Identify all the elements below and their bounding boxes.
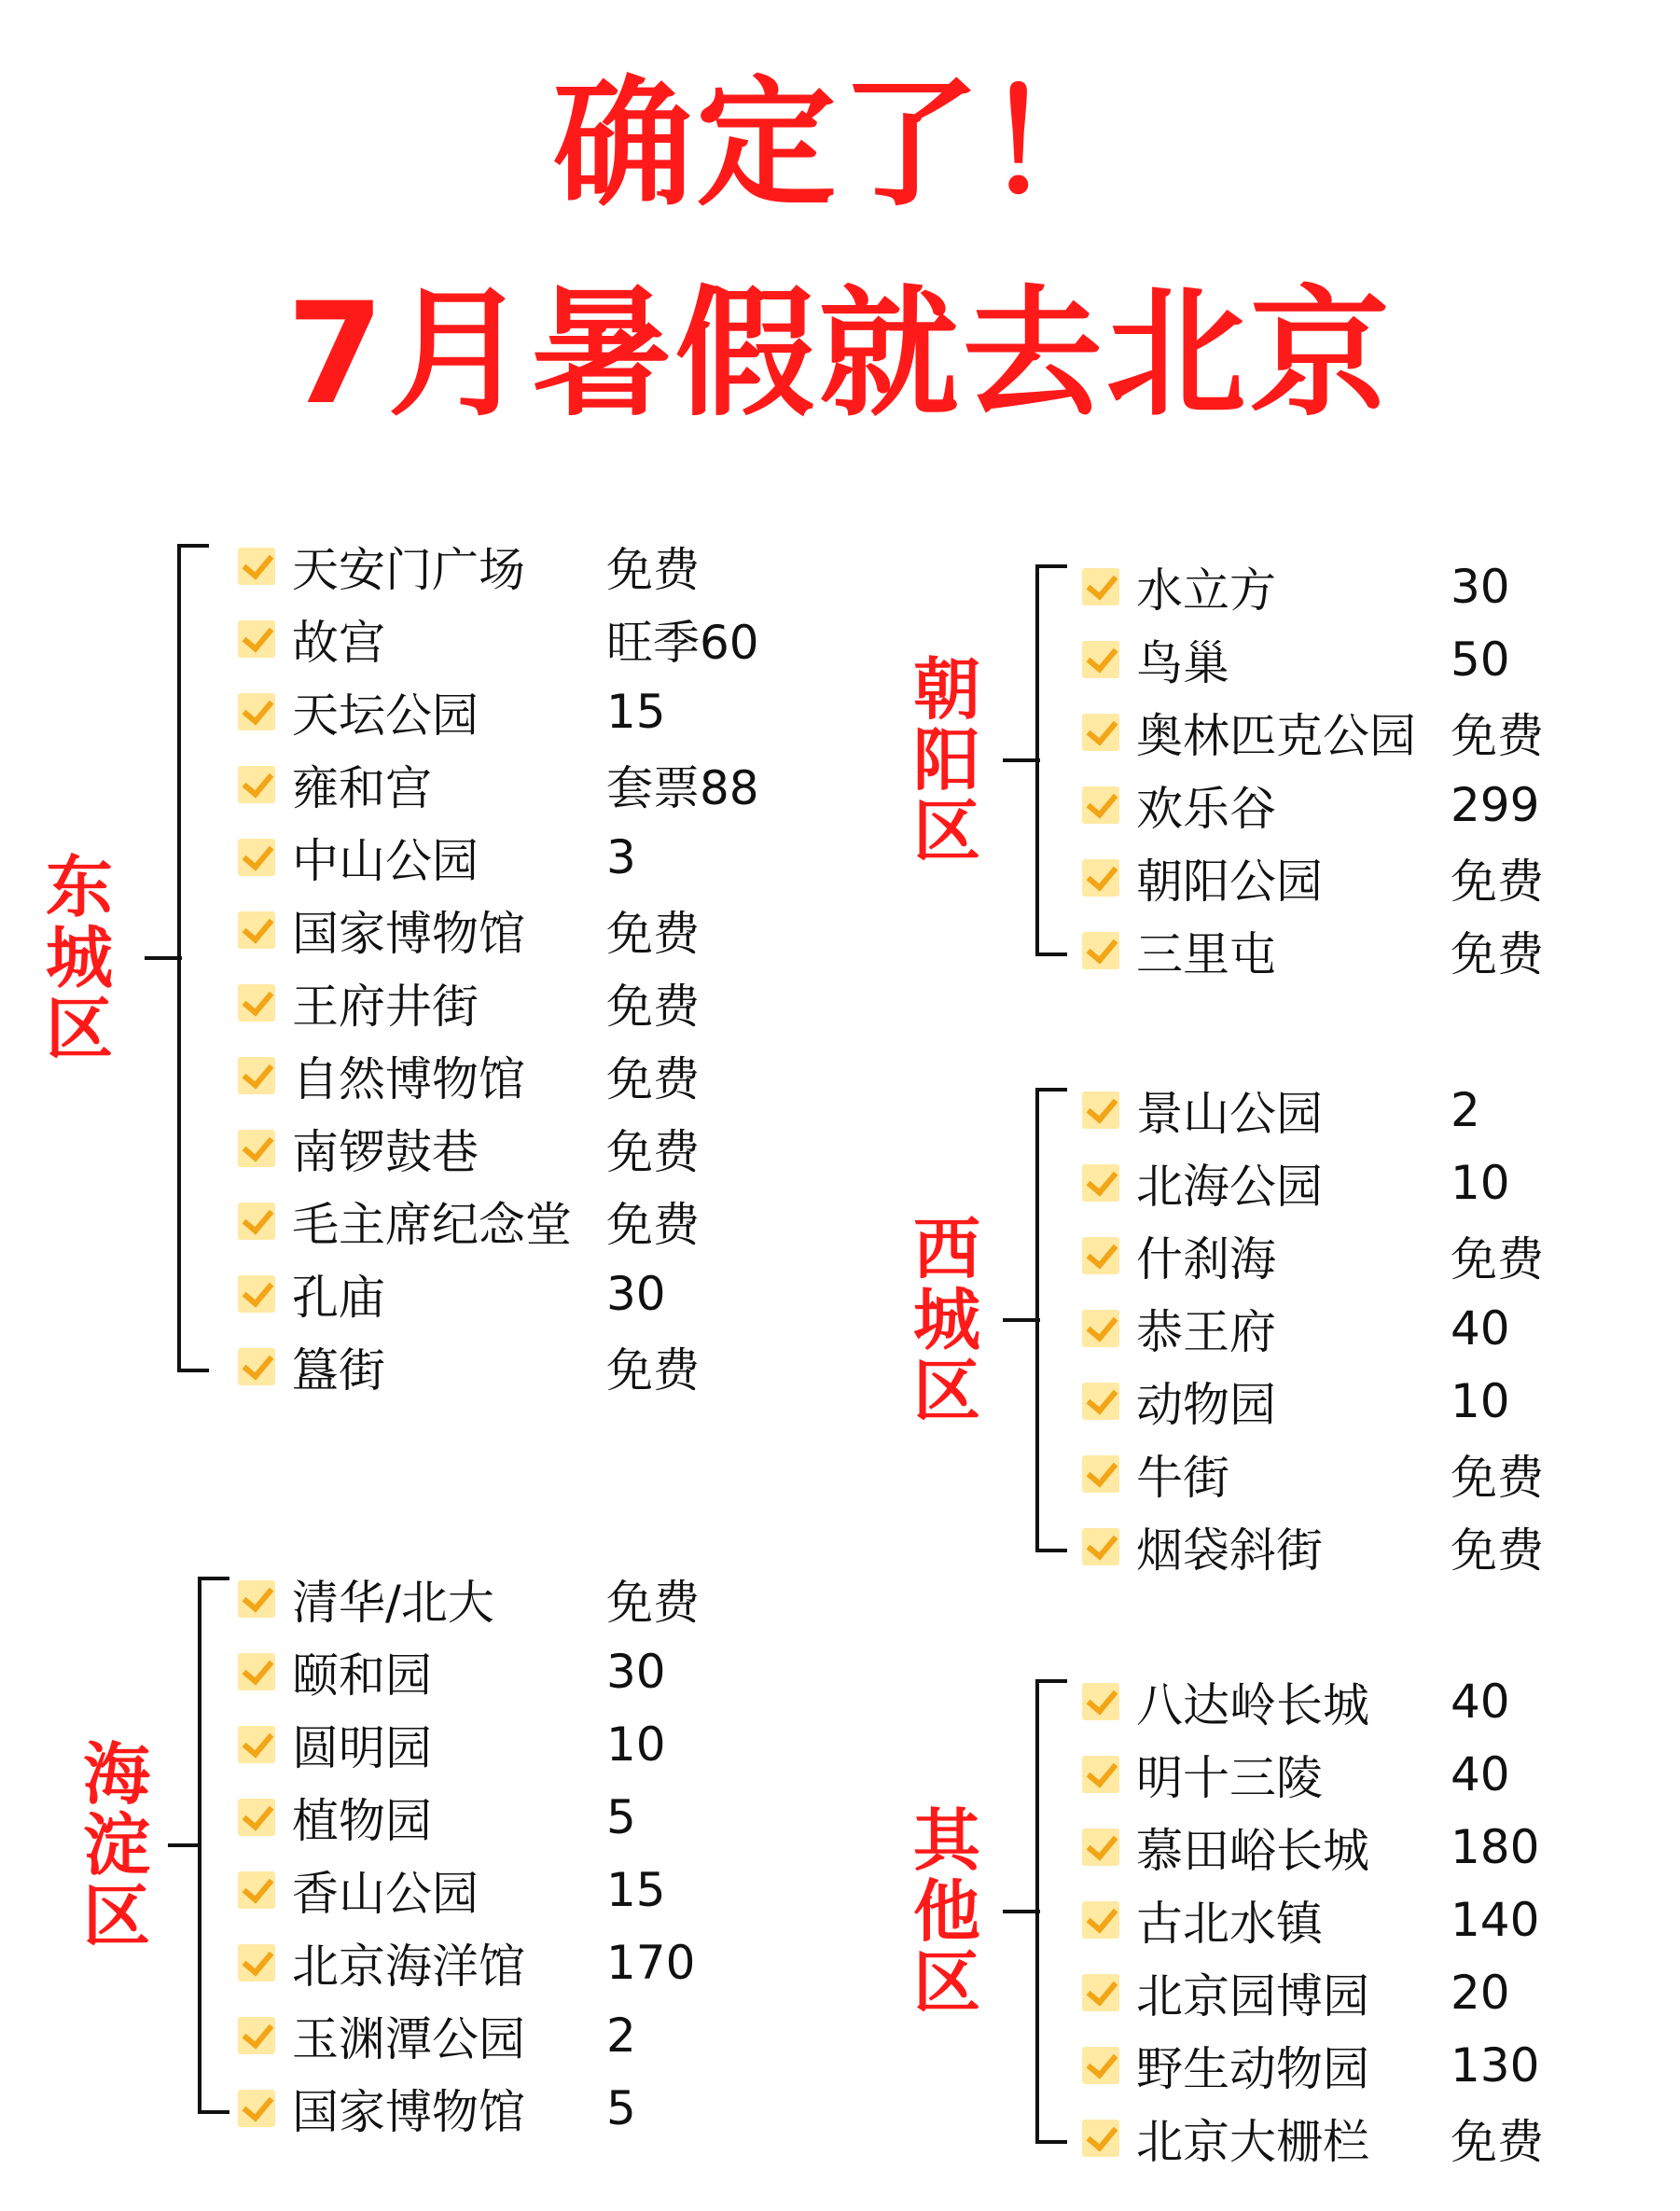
attraction-price: 3 — [606, 830, 636, 884]
attraction-name: 恭王府 — [1136, 1305, 1276, 1359]
list-item — [238, 894, 700, 966]
checkbox-checked-icon — [1082, 1237, 1119, 1274]
list-item — [238, 1999, 636, 2072]
attraction-price: 170 — [606, 1936, 696, 1990]
attraction-name: 颐和园 — [292, 1648, 432, 1703]
checkbox-checked-icon — [1082, 1092, 1119, 1129]
checkbox-checked-icon — [1082, 1683, 1119, 1720]
bracket — [177, 544, 209, 1372]
list-item — [238, 2072, 636, 2145]
checkbox-checked-icon — [1082, 786, 1119, 824]
list-item — [1082, 2029, 1540, 2102]
checkbox-checked-icon — [238, 1130, 275, 1167]
attraction-name: 天安门广场 — [292, 543, 525, 597]
list-item — [1082, 1438, 1544, 1510]
district-char: 城 — [912, 1281, 980, 1359]
attraction-name: 北京大栅栏 — [1136, 2115, 1369, 2169]
district-char: 西 — [912, 1210, 980, 1288]
attraction-name: 玉渊潭公园 — [292, 2012, 525, 2066]
list-item — [1082, 1884, 1540, 1956]
checkbox-checked-icon — [1082, 1455, 1119, 1493]
checkbox-checked-icon — [238, 2017, 275, 2054]
attraction-price: 180 — [1451, 1820, 1540, 1874]
attraction-name: 北京海洋馆 — [292, 1940, 525, 1994]
attraction-name: 圆明园 — [292, 1721, 432, 1775]
checkbox-checked-icon — [1082, 1901, 1119, 1939]
list-item — [238, 1635, 666, 1708]
attraction-name: 植物园 — [292, 1794, 432, 1848]
attraction-name: 故宫 — [292, 616, 385, 670]
list-item — [238, 821, 636, 894]
attraction-name: 景山公园 — [1136, 1087, 1323, 1141]
attraction-name: 明十三陵 — [1136, 1751, 1323, 1805]
list-item — [1082, 1074, 1480, 1147]
checkbox-checked-icon — [1082, 1310, 1119, 1347]
attraction-price: 30 — [1451, 560, 1510, 614]
attraction-price: 40 — [1451, 1675, 1510, 1729]
bracket-stem — [1003, 758, 1040, 762]
checkbox-checked-icon — [238, 984, 275, 1022]
attraction-name: 慕田峪长城 — [1136, 1824, 1369, 1878]
attraction-name: 国家博物馆 — [292, 2085, 525, 2139]
attraction-name: 朝阳公园 — [1136, 855, 1323, 909]
list-item — [1082, 1365, 1510, 1438]
attraction-price: 15 — [606, 685, 666, 739]
attraction-name: 欢乐谷 — [1136, 782, 1276, 836]
attraction-price: 30 — [606, 1267, 666, 1321]
list-item — [1082, 1292, 1510, 1365]
attraction-price: 套票88 — [606, 761, 759, 815]
district-char: 朝 — [912, 650, 980, 729]
attraction-price: 5 — [606, 1790, 636, 1844]
attraction-price: 旺季60 — [606, 616, 759, 670]
attraction-price: 免费 — [606, 1343, 700, 1398]
attraction-price: 40 — [1451, 1301, 1510, 1356]
attraction-price: 免费 — [606, 1125, 700, 1179]
attraction-name: 烟袋斜街 — [1136, 1523, 1323, 1578]
bracket-stem — [145, 956, 182, 960]
checkbox-checked-icon — [238, 1348, 275, 1385]
list-item — [1082, 1147, 1510, 1219]
district-label-haidian — [79, 1735, 154, 1955]
list-item — [238, 1854, 666, 1926]
list-item — [1082, 1665, 1510, 1738]
list-item — [1082, 623, 1510, 696]
checkbox-checked-icon — [238, 1871, 275, 1909]
attraction-price: 40 — [1451, 1747, 1510, 1801]
attraction-price: 免费 — [1451, 1451, 1544, 1505]
checkbox-checked-icon — [1082, 714, 1119, 751]
attraction-name: 南锣鼓巷 — [292, 1125, 479, 1179]
attraction-name: 中山公园 — [292, 834, 479, 888]
attraction-price: 2 — [606, 2009, 636, 2063]
district-char: 区 — [912, 792, 980, 870]
bracket-stem — [168, 1843, 201, 1847]
attraction-price: 免费 — [1451, 2115, 1544, 2169]
checkbox-checked-icon — [1082, 1528, 1119, 1565]
attraction-price: 10 — [1451, 1374, 1510, 1428]
attraction-price: 免费 — [606, 1576, 700, 1630]
list-item — [238, 1112, 700, 1185]
attraction-name: 水立方 — [1136, 563, 1276, 618]
bracket — [1035, 564, 1067, 956]
list-item — [1082, 769, 1540, 841]
checkbox-checked-icon — [238, 1275, 275, 1313]
title-line-1: 确定了！ — [552, 63, 1128, 226]
district-char: 区 — [912, 1352, 980, 1430]
district-label-other — [909, 1801, 984, 2022]
checkbox-checked-icon — [238, 1726, 275, 1763]
bracket — [1035, 1088, 1067, 1552]
checkbox-checked-icon — [238, 839, 275, 876]
checkbox-checked-icon — [1082, 641, 1119, 678]
list-item — [238, 1926, 696, 1999]
bracket-stem — [1003, 1318, 1040, 1322]
district-char: 东 — [45, 848, 113, 926]
attraction-price: 免费 — [606, 1052, 700, 1106]
list-item — [238, 1185, 700, 1258]
attraction-name: 清华/北大 — [292, 1576, 494, 1630]
attraction-price: 5 — [606, 2081, 636, 2135]
attraction-name: 孔庙 — [292, 1271, 385, 1325]
attraction-price: 10 — [1451, 1156, 1510, 1210]
list-item — [1082, 1738, 1510, 1811]
attraction-name: 北京园博园 — [1136, 1969, 1369, 2023]
list-item — [238, 603, 759, 675]
attraction-name: 野生动物园 — [1136, 2042, 1369, 2096]
checkbox-checked-icon — [1082, 932, 1119, 969]
list-item — [1082, 1811, 1540, 1884]
checkbox-checked-icon — [1082, 1383, 1119, 1420]
district-char: 淀 — [82, 1806, 150, 1884]
attraction-name: 国家博物馆 — [292, 907, 525, 961]
attraction-price: 20 — [1451, 1966, 1510, 2020]
attraction-name: 毛主席纪念堂 — [292, 1198, 572, 1252]
checkbox-checked-icon — [238, 1653, 275, 1690]
district-char: 城 — [45, 919, 113, 997]
checkbox-checked-icon — [238, 911, 275, 949]
checkbox-checked-icon — [1082, 1164, 1119, 1202]
attraction-name: 鸟巢 — [1136, 636, 1229, 690]
bracket — [198, 1577, 229, 2114]
attraction-name: 王府井街 — [292, 980, 479, 1034]
attraction-name: 雍和宫 — [292, 761, 432, 815]
checkbox-checked-icon — [1082, 2120, 1119, 2157]
attraction-price: 免费 — [606, 907, 700, 961]
attraction-name: 动物园 — [1136, 1378, 1276, 1432]
attraction-price: 免费 — [1451, 1232, 1544, 1286]
district-label-xicheng — [909, 1210, 984, 1430]
bracket — [1035, 1679, 1067, 2144]
checkbox-checked-icon — [238, 766, 275, 803]
list-item — [238, 966, 700, 1039]
district-char: 区 — [45, 990, 113, 1068]
attraction-name: 香山公园 — [292, 1867, 479, 1921]
checkbox-checked-icon — [238, 1580, 275, 1618]
district-char: 区 — [82, 1877, 150, 1955]
list-item — [1082, 1219, 1544, 1292]
attraction-name: 北海公园 — [1136, 1160, 1323, 1214]
list-item — [1082, 2102, 1544, 2175]
attraction-price: 15 — [606, 1863, 666, 1917]
attraction-name: 三里屯 — [1136, 927, 1276, 981]
title-line-2: 7月暑假就去北京 — [286, 273, 1394, 436]
checkbox-checked-icon — [238, 693, 275, 730]
list-item — [238, 1781, 636, 1854]
checkbox-checked-icon — [238, 2090, 275, 2127]
checkbox-checked-icon — [238, 1203, 275, 1240]
attraction-price: 10 — [606, 1717, 666, 1772]
list-item — [238, 1330, 700, 1403]
attraction-name: 什刹海 — [1136, 1232, 1276, 1286]
district-char: 阳 — [912, 721, 980, 800]
list-item — [1082, 914, 1544, 987]
attraction-price: 50 — [1451, 633, 1510, 687]
attraction-name: 簋街 — [292, 1343, 385, 1398]
bracket-stem — [1003, 1910, 1040, 1913]
list-item — [1082, 550, 1510, 623]
district-char: 区 — [912, 1943, 980, 2022]
list-item — [238, 1039, 700, 1112]
checkbox-checked-icon — [1082, 2047, 1119, 2084]
attraction-name: 牛街 — [1136, 1451, 1229, 1505]
list-item — [1082, 841, 1544, 914]
district-label-chaoyang — [909, 650, 984, 870]
attraction-price: 299 — [1451, 778, 1540, 832]
list-item — [238, 530, 700, 603]
district-char: 海 — [82, 1735, 150, 1814]
attraction-name: 自然博物馆 — [292, 1052, 525, 1106]
checkbox-checked-icon — [238, 1057, 275, 1094]
attraction-price: 免费 — [606, 980, 700, 1034]
checkbox-checked-icon — [1082, 568, 1119, 605]
list-item — [1082, 696, 1544, 769]
district-label-dongcheng — [42, 848, 117, 1068]
attraction-price: 130 — [1451, 2038, 1540, 2093]
attraction-price: 30 — [606, 1645, 666, 1699]
attraction-name: 天坛公园 — [292, 688, 479, 743]
checkbox-checked-icon — [1082, 1974, 1119, 2011]
list-item — [238, 748, 759, 821]
checkbox-checked-icon — [1082, 859, 1119, 897]
list-item — [238, 1563, 700, 1635]
attraction-name: 八达岭长城 — [1136, 1678, 1369, 1732]
attraction-price: 免费 — [606, 1198, 700, 1252]
attraction-price: 2 — [1451, 1083, 1480, 1137]
list-item — [238, 1708, 666, 1781]
district-char: 其 — [912, 1801, 980, 1880]
list-item — [1082, 1510, 1544, 1583]
attraction-price: 免费 — [606, 543, 700, 597]
checkbox-checked-icon — [1082, 1829, 1119, 1866]
list-item — [238, 1258, 666, 1330]
checkbox-checked-icon — [238, 620, 275, 658]
checkbox-checked-icon — [1082, 1756, 1119, 1793]
list-item — [238, 675, 666, 748]
checkbox-checked-icon — [238, 548, 275, 585]
attraction-name: 奥林匹克公园 — [1136, 709, 1416, 763]
checkbox-checked-icon — [238, 1799, 275, 1836]
attraction-price: 免费 — [1451, 709, 1544, 763]
attraction-price: 免费 — [1451, 1523, 1544, 1578]
checkbox-checked-icon — [238, 1944, 275, 1982]
attraction-price: 140 — [1451, 1893, 1540, 1947]
attraction-price: 免费 — [1451, 855, 1544, 909]
attraction-name: 古北水镇 — [1136, 1897, 1323, 1951]
attraction-price: 免费 — [1451, 927, 1544, 981]
list-item — [1082, 1956, 1510, 2029]
district-char: 他 — [912, 1872, 980, 1951]
